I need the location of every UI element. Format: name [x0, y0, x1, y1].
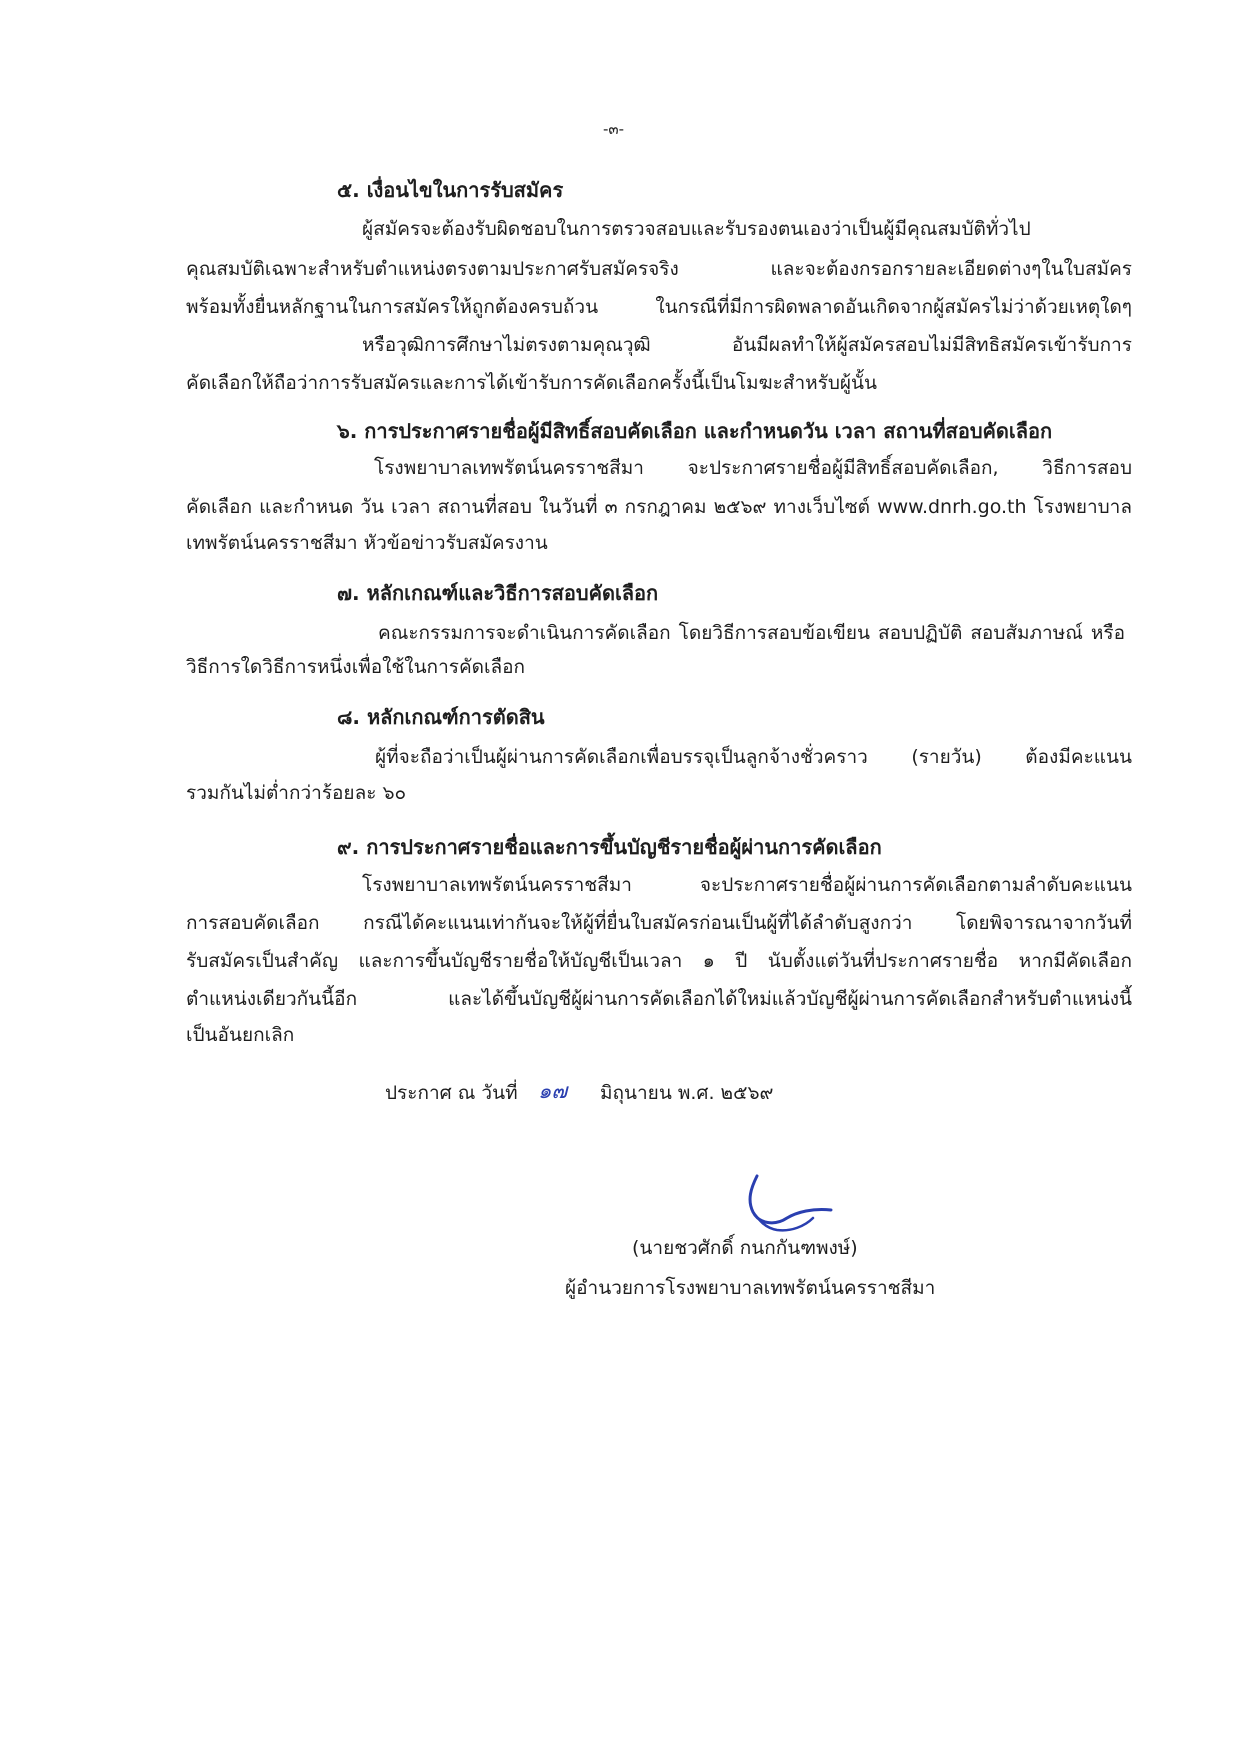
section-9-heading: ๙. การประกาศรายชื่อและการขึ้นบัญชีรายชื่อผู้ผ่านการคัดเลือก: [337, 835, 882, 859]
section-7-line-1: คณะกรรมการจะดำเนินการคัดเลือก โดยวิธีการสอบข้อเขียน สอบปฏิบัติ สอบสัมภาษณ์ หรือ: [378, 622, 1125, 644]
section-8-line-1: ผู้ที่จะถือว่าเป็นผู้ผ่านการคัดเลือกเพื่อบรรจุเป็นลูกจ้างชั่วคราว (รายวัน) ต้องมีคะแนน: [375, 746, 1132, 768]
section-6-line-1: โรงพยาบาลเทพรัตน์นครราชสีมา จะประกาศรายชื่อผู้มีสิทธิ์สอบคัดเลือก, วิธีการสอบ: [374, 457, 1132, 479]
section-8-line-2: รวมกันไม่ต่ำกว่าร้อยละ ๖๐: [186, 782, 407, 804]
section-6-heading: ๖. การประกาศรายชื่อผู้มีสิทธิ์สอบคัดเลือก และกำหนดวัน เวลา สถานที่สอบคัดเลือก: [337, 419, 1053, 443]
section-5-line-4: หรือวุฒิการศึกษาไม่ตรงตามคุณวุฒิ อันมีผลทำให้ผู้สมัครสอบไม่มีสิทธิสมัครเข้ารับการ: [362, 334, 1132, 356]
section-6-line-2: คัดเลือก และกำหนด วัน เวลา สถานที่สอบ ในวันที่ ๓ กรกฎาคม ๒๕๖๙ ทางเว็บไซต์ www.dnrh.go.th โรงพยาบาล: [186, 496, 1132, 518]
announcement-prefix: ประกาศ ณ วันที่: [385, 1082, 518, 1104]
section-5-heading: ๕. เงื่อนไขในการรับสมัคร: [337, 178, 564, 202]
section-5-line-3: พร้อมทั้งยื่นหลักฐานในการสมัครให้ถูกต้องครบถ้วน ในกรณีที่มีการผิดพลาดอันเกิดจากผู้สมัครไม่ว่าด้วยเหตุใดๆ: [186, 296, 1132, 318]
section-9-line-2: การสอบคัดเลือก กรณีได้คะแนนเท่ากันจะให้ผู้ที่ยื่นใบสมัครก่อนเป็นผู้ที่ได้ลำดับสูงกว่า โดยพิจารณาจากวันที่: [186, 912, 1132, 934]
announcement-month-year: มิถุนายน พ.ศ. ๒๕๖๙: [600, 1082, 774, 1104]
signer-name: (นายชวศักดิ์ กนกกันฑพงษ์): [632, 1237, 858, 1259]
signer-position: ผู้อำนวยการโรงพยาบาลเทพรัตน์นครราชสีมา: [565, 1277, 936, 1299]
section-9-line-3: รับสมัครเป็นสำคัญ และการขึ้นบัญชีรายชื่อให้บัญชีเป็นเวลา ๑ ปี นับตั้งแต่วันที่ประกาศรายชื่อ หากมีคัดเลือก: [186, 950, 1132, 972]
section-9-line-5: เป็นอันยกเลิก: [186, 1024, 295, 1046]
section-5-line-2: คุณสมบัติเฉพาะสำหรับตำแหน่งตรงตามประกาศรับสมัครจริง และจะต้องกรอกรายละเอียดต่างๆในใบสมัคร: [186, 258, 1132, 280]
section-5-line-5: คัดเลือกให้ถือว่าการรับสมัครและการได้เข้ารับการคัดเลือกครั้งนี้เป็นโมฆะสำหรับผู้นั้น: [186, 372, 878, 394]
section-8-heading: ๘. หลักเกณฑ์การตัดสิน: [337, 705, 545, 729]
section-9-line-1: โรงพยาบาลเทพรัตน์นครราชสีมา จะประกาศรายชื่อผู้ผ่านการคัดเลือกตามลำดับคะแนน: [362, 874, 1132, 896]
section-6-line-3: เทพรัตน์นครราชสีมา หัวข้อข่าวรับสมัครงาน: [186, 532, 548, 554]
section-7-line-2: วิธีการใดวิธีการหนึ่งเพื่อใช้ในการคัดเลือก: [186, 656, 526, 678]
section-9-line-4: ตำแหน่งเดียวกันนี้อีก และได้ขึ้นบัญชีผู้ผ่านการคัดเลือกได้ใหม่แล้วบัญชีผู้ผ่านการคัดเลือกสำหรับตำแหน่งนี้: [186, 988, 1132, 1010]
page-number: -๓-: [603, 120, 625, 138]
announcement-day-handwritten: ๑๗: [538, 1079, 568, 1103]
section-7-heading: ๗. หลักเกณฑ์และวิธีการสอบคัดเลือก: [337, 581, 659, 605]
section-5-line-1: ผู้สมัครจะต้องรับผิดชอบในการตรวจสอบและรับรองตนเองว่าเป็นผู้มีคุณสมบัติทั่วไป: [362, 218, 1031, 240]
